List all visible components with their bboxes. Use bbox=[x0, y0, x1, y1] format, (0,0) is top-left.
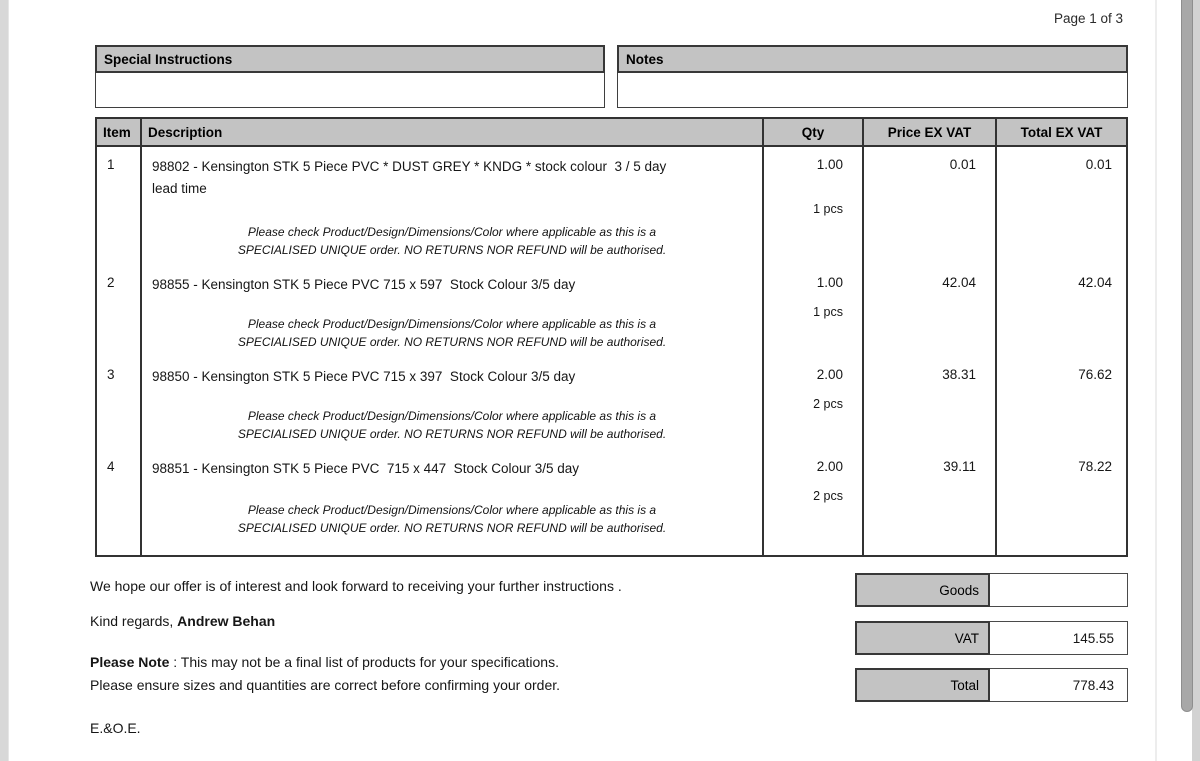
items-table bbox=[95, 117, 1128, 557]
description-cell bbox=[142, 265, 764, 357]
price-cell: 38.31 bbox=[864, 357, 997, 449]
description-cell bbox=[142, 357, 764, 449]
eoe-text: E.&O.E. bbox=[90, 720, 141, 736]
table-header-row bbox=[97, 119, 1126, 147]
total-cell: 76.62 bbox=[1078, 367, 1112, 382]
note-line-1: Please check Product/Design/Dimensions/Color where applicable as this is a bbox=[247, 409, 657, 423]
page-indicator: Page 1 of 3 bbox=[1053, 11, 1123, 26]
special-instructions-header: Special Instructions bbox=[95, 45, 605, 73]
price-cell: 39.11 bbox=[864, 449, 997, 555]
total-cell: 78.22 bbox=[1078, 459, 1112, 474]
note-line-1: Please check Product/Design/Dimensions/Color where applicable as this is a bbox=[247, 225, 657, 239]
notes-header: Notes bbox=[617, 45, 1128, 73]
closing-text: We hope our offer is of interest and look forward to receiving your further instructions . bbox=[90, 578, 622, 594]
please-note-body: : This may not be a final list of products for your specifications. bbox=[169, 654, 559, 670]
table-row bbox=[97, 357, 1126, 449]
please-note-text bbox=[90, 654, 559, 670]
product-description: 98802 - Kensington STK 5 Piece PVC * DUST GREY * KNDG * stock colour 3 / 5 day lead time bbox=[152, 159, 671, 196]
qty-cell bbox=[764, 147, 864, 265]
grand-total-box bbox=[855, 668, 1128, 702]
description-cell bbox=[142, 147, 764, 265]
product-description: 98850 - Kensington STK 5 Piece PVC 715 x 397 Stock Colour 3/5 day bbox=[152, 369, 576, 384]
pcs-value: 1 pcs bbox=[813, 305, 843, 319]
qty-cell bbox=[764, 265, 864, 357]
column-header-qty: Qty bbox=[764, 119, 864, 145]
note-line-2: SPECIALISED UNIQUE order. NO RETURNS NOR REFUND will be authorised. bbox=[237, 427, 667, 441]
special-instructions-content bbox=[95, 73, 605, 108]
signature-name: Andrew Behan bbox=[177, 613, 276, 629]
note-line-2: SPECIALISED UNIQUE order. NO RETURNS NOR REFUND will be authorised. bbox=[237, 243, 667, 257]
notes-content bbox=[617, 73, 1128, 108]
qty-cell bbox=[764, 357, 864, 449]
item-number-cell: 4 bbox=[97, 449, 142, 555]
regards-prefix: Kind regards, bbox=[90, 613, 178, 629]
goods-label: Goods bbox=[855, 573, 990, 607]
vat-total-box bbox=[855, 621, 1128, 655]
notes-box bbox=[617, 45, 1128, 108]
pcs-value: 1 pcs bbox=[813, 202, 843, 216]
note-line-1: Please check Product/Design/Dimensions/Color where applicable as this is a bbox=[247, 317, 657, 331]
item-number-cell: 3 bbox=[97, 357, 142, 449]
page-edge-line bbox=[1155, 0, 1157, 761]
special-instructions-box bbox=[95, 45, 605, 108]
pcs-value: 2 pcs bbox=[813, 489, 843, 503]
qty-value: 1.00 bbox=[816, 157, 843, 172]
total-cell: 0.01 bbox=[1085, 157, 1112, 172]
vat-value: 145.55 bbox=[990, 621, 1128, 655]
total-cell: 42.04 bbox=[1078, 275, 1112, 290]
vat-label: VAT bbox=[855, 621, 990, 655]
specialised-order-note bbox=[152, 315, 752, 351]
table-row bbox=[97, 147, 1126, 265]
table-row bbox=[97, 265, 1126, 357]
confirm-order-text: Please ensure sizes and quantities are correct before confirming your order. bbox=[90, 677, 561, 693]
please-note-label: Please Note bbox=[90, 654, 170, 670]
column-header-price: Price EX VAT bbox=[864, 119, 997, 145]
specialised-order-note bbox=[152, 501, 752, 537]
table-row bbox=[97, 449, 1126, 555]
pcs-value: 2 pcs bbox=[813, 397, 843, 411]
signature-text bbox=[90, 613, 275, 629]
specialised-order-note bbox=[152, 223, 752, 259]
product-description: 98855 - Kensington STK 5 Piece PVC 715 x 597 Stock Colour 3/5 day bbox=[152, 277, 576, 292]
qty-value: 1.00 bbox=[816, 275, 843, 290]
window-left-edge bbox=[0, 0, 9, 761]
qty-value: 2.00 bbox=[816, 459, 843, 474]
price-cell: 42.04 bbox=[864, 265, 997, 357]
column-header-description: Description bbox=[142, 119, 764, 145]
item-number-cell: 2 bbox=[97, 265, 142, 357]
goods-total-box bbox=[855, 573, 1128, 607]
price-cell: 0.01 bbox=[864, 147, 997, 265]
scrollbar-track[interactable] bbox=[1192, 0, 1200, 761]
specialised-order-note bbox=[152, 407, 752, 443]
description-cell bbox=[142, 449, 764, 555]
note-line-2: SPECIALISED UNIQUE order. NO RETURNS NOR REFUND will be authorised. bbox=[237, 521, 667, 535]
column-header-total: Total EX VAT bbox=[1020, 124, 1103, 140]
column-header-item: Item bbox=[97, 119, 142, 145]
qty-cell bbox=[764, 449, 864, 555]
scrollbar-thumb[interactable] bbox=[1181, 0, 1193, 712]
qty-value: 2.00 bbox=[816, 367, 843, 382]
goods-value bbox=[990, 573, 1128, 607]
grand-total-label: Total bbox=[855, 668, 990, 702]
note-line-2: SPECIALISED UNIQUE order. NO RETURNS NOR REFUND will be authorised. bbox=[237, 335, 667, 349]
grand-total-value: 778.43 bbox=[990, 668, 1128, 702]
note-line-1: Please check Product/Design/Dimensions/Color where applicable as this is a bbox=[247, 503, 657, 517]
item-number-cell: 1 bbox=[97, 147, 142, 265]
product-description: 98851 - Kensington STK 5 Piece PVC 715 x 447 Stock Colour 3/5 day bbox=[152, 461, 580, 476]
